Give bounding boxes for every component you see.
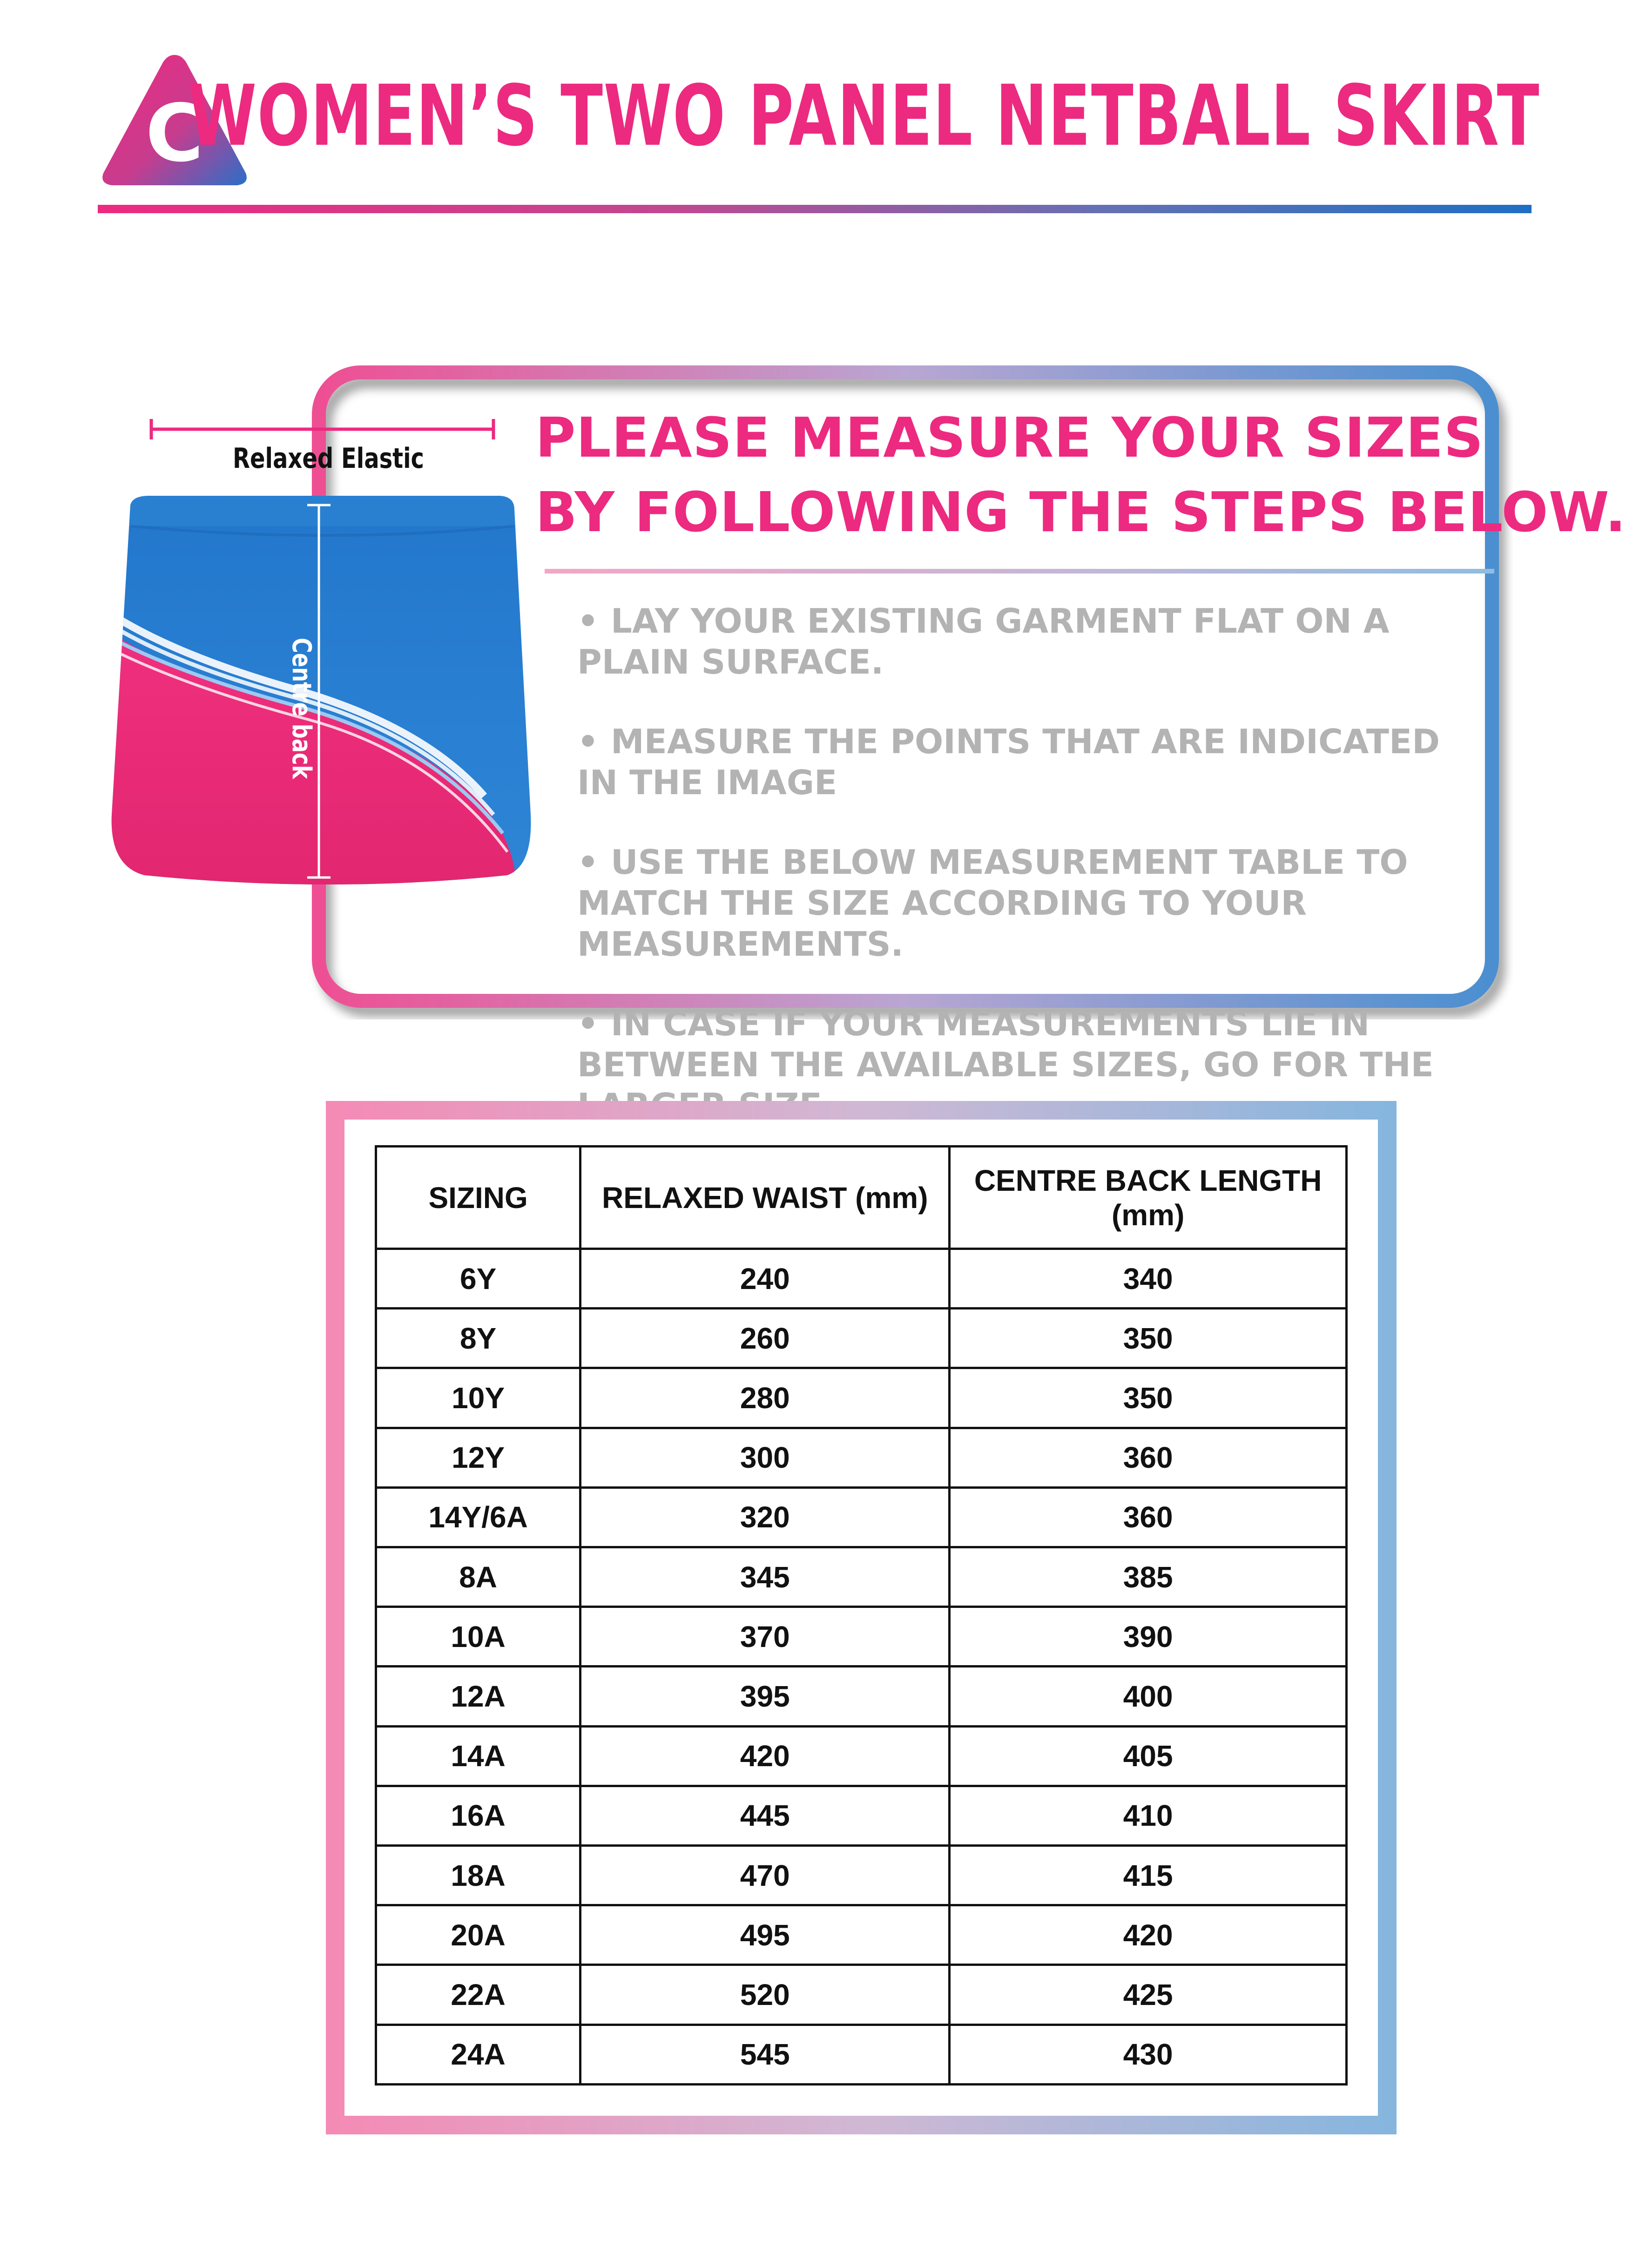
cell-size: 6Y — [376, 1249, 580, 1309]
table-row — [376, 1786, 1347, 1845]
table-row — [376, 1487, 1347, 1547]
table-header-row — [376, 1147, 1347, 1249]
cell-relaxed-waist: 320 — [580, 1487, 950, 1547]
step-bullet: • — [577, 601, 599, 641]
page-title: WOMEN’S TWO PANEL NETBALL SKIRT — [188, 68, 1540, 165]
cell-relaxed-waist: 280 — [580, 1368, 950, 1428]
table-row — [376, 1547, 1347, 1607]
size-table-body — [376, 1249, 1347, 2085]
step-text: IN CASE IF YOUR MEASUREMENTS LIE IN BETWEEN THE AVAILABLE SIZES, GO FOR THE LARGER SIZE. — [577, 1004, 1434, 1125]
cell-relaxed-waist: 260 — [580, 1309, 950, 1368]
instructions-heading-line-1: PLEASE MEASURE YOUR SIZES — [535, 405, 1484, 470]
cell-size: 20A — [376, 1905, 580, 1965]
cell-size: 8Y — [376, 1309, 580, 1368]
table-row — [376, 1965, 1347, 2025]
skirt-illustration — [98, 405, 545, 987]
cell-size: 12A — [376, 1667, 580, 1726]
cell-relaxed-waist: 470 — [580, 1846, 950, 1905]
step-text: MEASURE THE POINTS THAT ARE INDICATED IN THE IMAGE — [577, 722, 1440, 802]
table-row — [376, 1368, 1347, 1428]
relaxed-elastic-label: Relaxed Elastic — [233, 442, 424, 475]
cell-centre-back-length: 420 — [950, 1905, 1347, 1965]
table-row — [376, 1309, 1347, 1368]
cell-size: 14Y/6A — [376, 1487, 580, 1547]
cell-size: 10Y — [376, 1368, 580, 1428]
cell-relaxed-waist: 445 — [580, 1786, 950, 1845]
table-row — [376, 1726, 1347, 1786]
header-sizing: SIZING — [376, 1147, 580, 1249]
cell-centre-back-length: 350 — [950, 1368, 1347, 1428]
cell-centre-back-length: 430 — [950, 2025, 1347, 2084]
table-row — [376, 1667, 1347, 1726]
instructions-divider — [545, 569, 1494, 574]
cell-size: 16A — [376, 1786, 580, 1845]
cell-centre-back-length: 390 — [950, 1607, 1347, 1667]
cell-centre-back-length: 340 — [950, 1249, 1347, 1309]
measurement-steps — [577, 601, 1462, 1165]
size-chart-table — [375, 1145, 1348, 2086]
step-bullet: • — [577, 1004, 599, 1043]
cell-size: 8A — [376, 1547, 580, 1607]
cell-size: 24A — [376, 2025, 580, 2084]
cell-relaxed-waist: 345 — [580, 1547, 950, 1607]
cell-relaxed-waist: 395 — [580, 1667, 950, 1726]
instructions-heading — [535, 400, 1626, 549]
table-row — [376, 1428, 1347, 1487]
cell-relaxed-waist: 370 — [580, 1607, 950, 1667]
cell-size: 14A — [376, 1726, 580, 1786]
header-relaxed-waist: RELAXED WAIST (mm) — [580, 1147, 950, 1249]
centre-back-label: Centre back — [286, 638, 317, 779]
cell-centre-back-length: 360 — [950, 1428, 1347, 1487]
step-bullet: • — [577, 843, 599, 882]
cell-size: 18A — [376, 1846, 580, 1905]
cell-size: 10A — [376, 1607, 580, 1667]
step-text: LAY YOUR EXISTING GARMENT FLAT ON A PLAIN SURFACE. — [577, 601, 1390, 682]
table-row — [376, 1846, 1347, 1905]
cell-relaxed-waist: 420 — [580, 1726, 950, 1786]
cell-relaxed-waist: 240 — [580, 1249, 950, 1309]
cell-size: 12Y — [376, 1428, 580, 1487]
step-text: USE THE BELOW MEASUREMENT TABLE TO MATCH THE SIZE ACCORDING TO YOUR MEASUREMENTS. — [577, 843, 1408, 964]
cell-relaxed-waist: 545 — [580, 2025, 950, 2084]
cell-centre-back-length: 405 — [950, 1726, 1347, 1786]
cell-centre-back-length: 350 — [950, 1309, 1347, 1368]
cell-centre-back-length: 425 — [950, 1965, 1347, 2025]
table-row — [376, 2025, 1347, 2084]
header-centre-back-length: CENTRE BACK LENGTH (mm) — [950, 1147, 1347, 1249]
step-bullet: • — [577, 722, 599, 761]
cell-centre-back-length: 415 — [950, 1846, 1347, 1905]
cell-size: 22A — [376, 1965, 580, 2025]
table-row — [376, 1607, 1347, 1667]
step-item — [577, 842, 1462, 965]
table-row — [376, 1905, 1347, 1965]
cell-centre-back-length: 400 — [950, 1667, 1347, 1726]
waist-measure-line — [151, 419, 493, 439]
step-item — [577, 721, 1462, 803]
cell-centre-back-length: 385 — [950, 1547, 1347, 1607]
logo-letter: C — [145, 88, 204, 180]
cell-relaxed-waist: 300 — [580, 1428, 950, 1487]
step-item — [577, 601, 1462, 682]
cell-relaxed-waist: 520 — [580, 1965, 950, 2025]
cell-relaxed-waist: 495 — [580, 1905, 950, 1965]
cell-centre-back-length: 360 — [950, 1487, 1347, 1547]
instructions-heading-line-2: BY FOLLOWING THE STEPS BELOW. — [535, 480, 1626, 544]
header-divider — [98, 205, 1532, 213]
table-row — [376, 1249, 1347, 1309]
cell-centre-back-length: 410 — [950, 1786, 1347, 1845]
